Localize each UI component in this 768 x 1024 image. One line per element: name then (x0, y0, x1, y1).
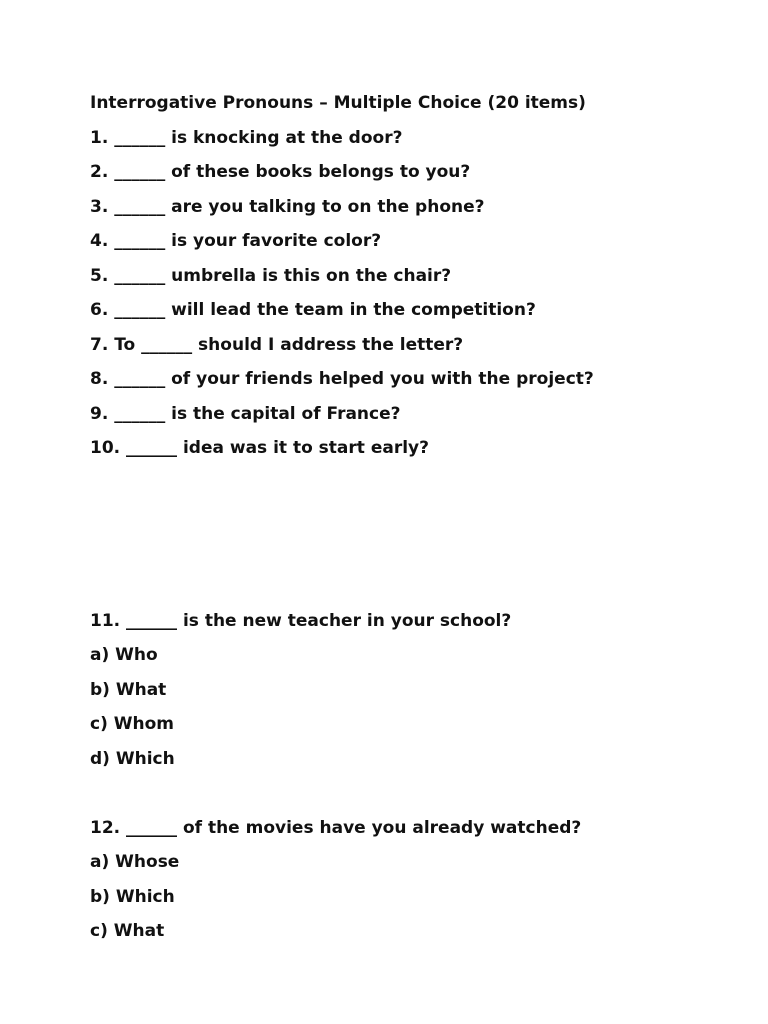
question-12-stem: 12. ______ of the movies have you already watched? (90, 817, 582, 838)
fill-in-item-4: 4. ______ is your favorite color? (90, 231, 382, 251)
question-12-option-b: b) Which (90, 886, 175, 907)
question-11-option-d: d) Which (90, 748, 175, 769)
question-12-option-a: a) Whose (90, 852, 180, 872)
fill-in-item-7: 7. To ______ should I address the letter? (90, 334, 464, 355)
fill-in-item-5: 5. ______ umbrella is this on the chair? (90, 265, 452, 286)
question-11-option-b: b) What (90, 679, 167, 700)
question-11-stem: 11. ______ is the new teacher in your school? (90, 610, 512, 631)
section-spacer (90, 471, 730, 540)
fill-in-item-10: 10. ______ idea was it to start early? (90, 438, 429, 458)
section-spacer (90, 540, 730, 609)
worksheet-content (90, 91, 730, 954)
fill-in-item-6: 6. ______ will lead the team in the competition? (90, 300, 536, 320)
fill-in-item-3: 3. ______ are you talking to on the phone? (90, 196, 485, 217)
fill-in-item-1: 1. ______ is knocking at the door? (90, 127, 403, 148)
fill-in-item-2: 2. ______ of these books belongs to you? (90, 162, 471, 182)
question-11-option-c: c) Whom (90, 714, 175, 734)
question-12-option-c: c) What (90, 921, 165, 941)
fill-in-item-8: 8. ______ of your friends helped you with the project? (90, 369, 594, 389)
worksheet-title: Interrogative Pronouns – Multiple Choice (20 items) (90, 93, 586, 113)
question-spacer (90, 781, 730, 816)
question-11-option-a: a) Who (90, 645, 158, 665)
fill-in-item-9: 9. ______ is the capital of France? (90, 403, 401, 424)
